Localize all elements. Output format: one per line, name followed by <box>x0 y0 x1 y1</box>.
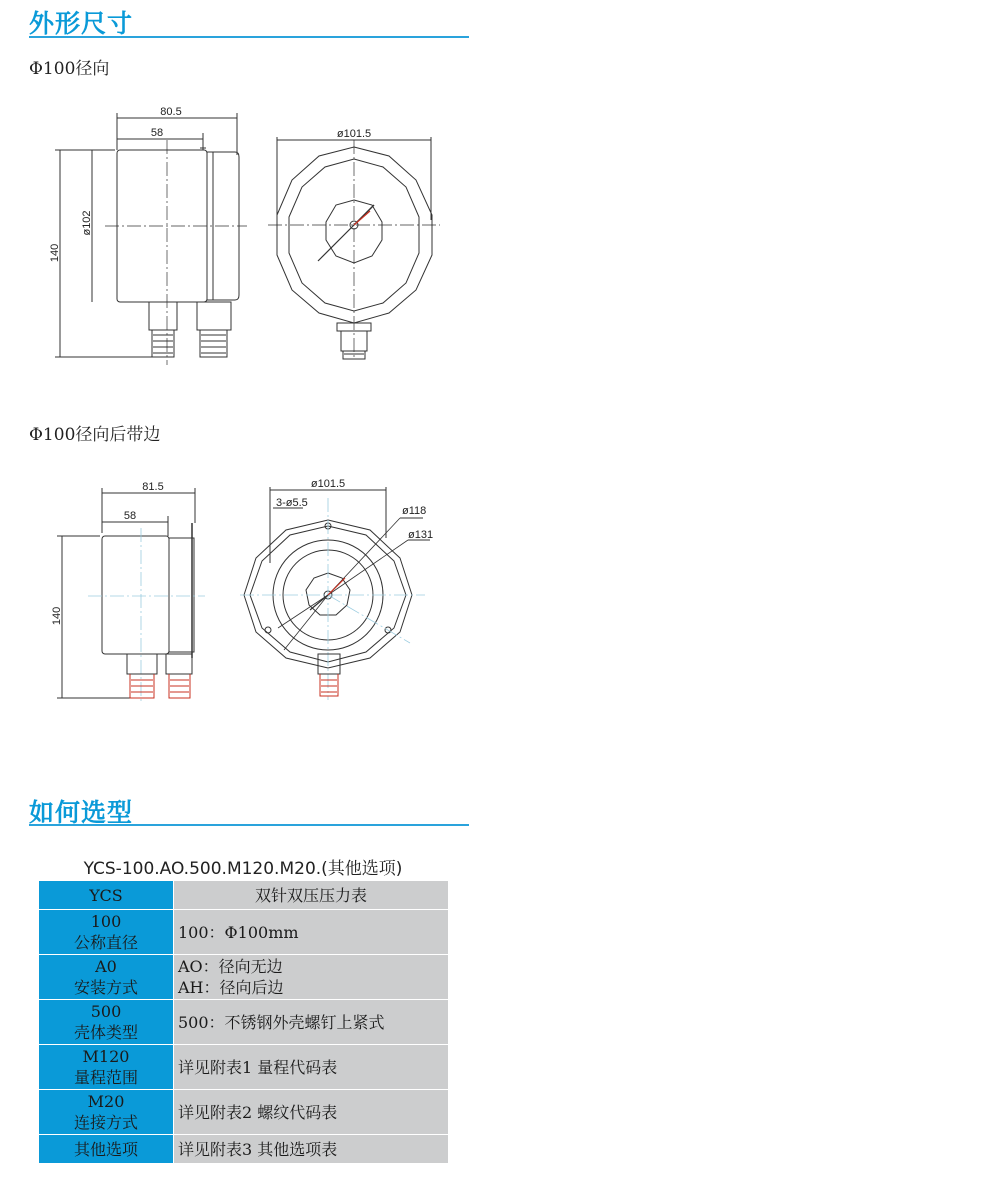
code-cell-line: 公称直径 <box>73 933 138 952</box>
model-code: YCS-100.AO.500.M120.M20.(其他选项) <box>83 859 403 879</box>
variant1-side-view-drawing <box>40 95 260 370</box>
variant2-outer-dia-label: ø101.5 <box>310 478 346 490</box>
variant1-front-view-drawing <box>270 125 445 365</box>
code-cell <box>39 881 174 910</box>
table-row <box>39 1135 449 1164</box>
code-cell-line: 安装方式 <box>73 978 138 997</box>
code-cell <box>39 1000 174 1045</box>
description-cell-line: AH：径向后边 <box>178 978 284 997</box>
code-cell-line: A0 <box>95 957 117 976</box>
code-cell-line: M20 <box>87 1092 125 1111</box>
variant1-inner-dia-label: ø102 <box>81 210 93 236</box>
variant2-side-view-drawing <box>45 478 215 703</box>
description-cell-line: 100：Φ100mm <box>178 922 299 942</box>
description-cell <box>174 955 449 1000</box>
description-cell <box>174 1090 449 1135</box>
selection-section-title: 如何选型 <box>29 798 134 827</box>
selection-section-rule <box>29 824 469 826</box>
description-cell <box>174 1045 449 1090</box>
description-cell-line: 详见附表1 量程代码表 <box>178 1057 338 1077</box>
code-cell-line: 连接方式 <box>73 1113 138 1132</box>
description-cell-line: 双针双压压力表 <box>254 885 367 905</box>
table-row <box>39 910 449 955</box>
description-cell <box>174 881 449 910</box>
table-row <box>39 1000 449 1045</box>
variant1-outer-dia-label: ø101.5 <box>336 128 372 140</box>
code-cell-line: 壳体类型 <box>73 1023 138 1042</box>
variant2-height-label: 140 <box>51 606 63 626</box>
code-cell <box>39 1135 174 1164</box>
dimensions-section-rule <box>29 36 469 38</box>
code-cell-line: 其他选项 <box>73 1139 138 1159</box>
code-cell <box>39 910 174 955</box>
variant2-front-view-drawing <box>240 478 440 703</box>
code-cell <box>39 955 174 1000</box>
variant1-title: Φ100径向 <box>29 59 110 79</box>
table-row <box>39 955 449 1000</box>
description-cell-line: 详见附表3 其他选项表 <box>178 1139 338 1159</box>
variant2-flange-dia-label: ø131 <box>408 529 434 541</box>
variant2-title: Φ100径向后带边 <box>29 425 161 445</box>
description-cell-line: AO：径向无边 <box>178 957 283 976</box>
description-cell-line: 详见附表2 螺纹代码表 <box>178 1102 338 1122</box>
variant1-depth-total-label: 80.5 <box>160 106 182 118</box>
code-cell <box>39 1090 174 1135</box>
description-cell <box>174 1000 449 1045</box>
code-cell-line: M120 <box>82 1047 130 1066</box>
description-cell <box>174 1135 449 1164</box>
description-cell-line: 500：不锈钢外壳螺钉上紧式 <box>178 1012 385 1032</box>
code-cell-line: 100 <box>90 912 122 931</box>
description-cell <box>174 910 449 955</box>
variant1-height-label: 140 <box>49 243 61 263</box>
code-cell-line: YCS <box>89 885 123 905</box>
dimensions-section-title: 外形尺寸 <box>29 9 134 38</box>
variant2-depth-case-label: 58 <box>123 510 137 522</box>
variant2-holes-label: 3-ø5.5 <box>276 497 308 509</box>
variant2-depth-total-label: 81.5 <box>142 481 164 493</box>
code-cell-line: 500 <box>90 1002 122 1021</box>
code-cell-line: 量程范围 <box>73 1068 138 1087</box>
variant1-depth-case-label: 58 <box>150 127 164 139</box>
selection-table <box>38 880 449 1164</box>
table-row <box>39 1045 449 1090</box>
table-row <box>39 1090 449 1135</box>
variant2-pcd-label: ø118 <box>402 505 427 517</box>
code-cell <box>39 1045 174 1090</box>
table-row <box>39 881 449 910</box>
